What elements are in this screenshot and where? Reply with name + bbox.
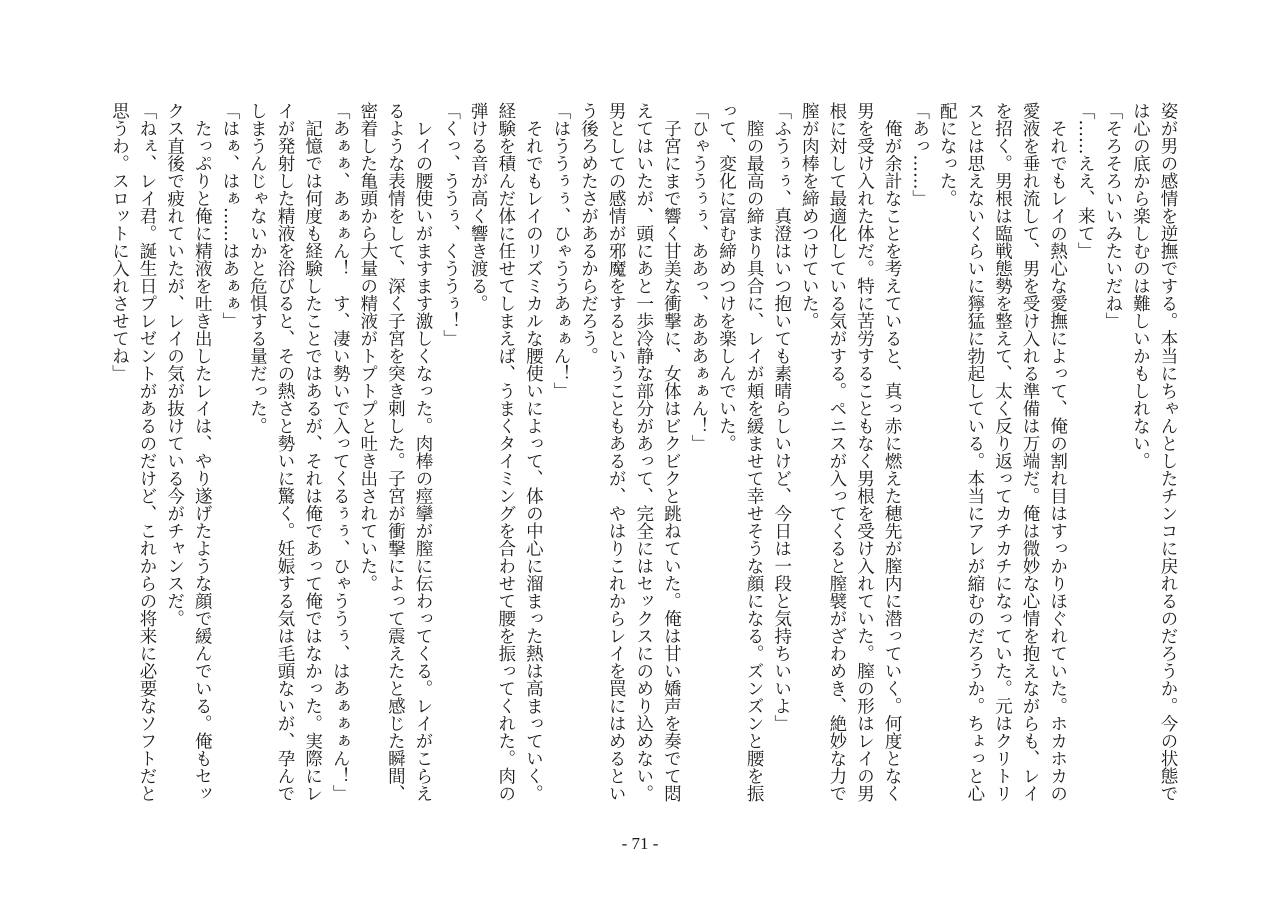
text-line: 思うわ。スロットに入れさせてね」	[109, 102, 130, 382]
text-line: それでもレイのリズミカルな腰使いによって、体の中心に溜まった熱は高まっていく。	[523, 102, 544, 802]
text-line: 経験を積んだ体に任せてしまえば、うまくタイミングを合わせて腰を振ってくれた。肉の	[495, 102, 516, 802]
text-line: 「あっ……」	[909, 102, 930, 207]
text-line: 「くっ、ううぅ、くううぅ！」	[440, 102, 461, 347]
text-line: しまうんじゃないかと危惧する量だった。	[247, 102, 268, 435]
text-line: 根に対して最適化している気がする。ペニスが入ってくると膣襞がざわめき、絶妙な力で	[826, 102, 847, 802]
text-line: 子宮にまで響く甘美な衝撃に、女体はビクビクと跳ねていた。俺は甘い嬌声を奏でて悶	[661, 102, 682, 802]
text-line: えてはいたが、頭にあと一歩冷静な部分があって、完全にはセックスにのめり込めない。	[633, 102, 654, 802]
text-line: たっぷりと俺に精液を吐き出したレイは、やり遂げたような顔で緩んでいる。俺もセッ	[192, 102, 213, 802]
vertical-text-body	[105, 102, 1181, 822]
text-line: 男としての感情が邪魔をするということもあるが、やはりこれからレイを罠にはめるとい	[606, 102, 627, 802]
page-number: - 71 -	[621, 834, 659, 853]
text-line: って、変化に富む締めつけを楽しんでいた。	[716, 102, 737, 452]
text-line: 「……ええ、来て」	[1075, 102, 1096, 260]
text-line: 「あぁぁ、あぁぁん！ す、凄い勢いで入ってくるぅぅ、ひゃううぅ、はあぁぁぁん！」	[330, 102, 351, 802]
text-line: クス直後で疲れていたが、レイの気が抜けている今がチャンスだ。	[164, 102, 185, 627]
text-line: スとは思えないくらいに獰猛に勃起している。本当にアレが縮むのだろうか。ちょっと心	[964, 102, 985, 802]
text-line: 姿が男の感情を逆撫でする。本当にちゃんとしたチンコに戻れるのだろうか。今の状態で	[1158, 102, 1178, 802]
text-line: レイの腰使いがますます激しくなった。肉棒の痙攣が膣に伝わってくる。レイがこらえ	[412, 102, 433, 802]
text-line: 「ひゃううぅぅ、ああっ、あああぁぁん！」	[688, 102, 709, 452]
text-line: を招く。男根は臨戦態勢を整えて、太く反り返ってカチカチになっていた。元はクリトリ	[992, 102, 1013, 802]
text-line: 「はううぅぅ、ひゃううあぁぁん！」	[550, 102, 571, 400]
text-line: う後ろめたさがあるからだろう。	[578, 102, 599, 365]
text-line: イが発射した精液を浴びると、その熱さと勢いに驚く。妊娠する気は毛頭ないが、孕んで	[275, 102, 295, 802]
text-line: は心の底から楽しむのは難しいかもしれない。	[1130, 102, 1151, 470]
text-line: 俺が余計なことを考えていると、真っ赤に燃えた穂先が膣内に潜っていく。何度となく	[882, 102, 903, 802]
text-line: 「ねぇ、レイ君。誕生日プレゼントがあるのだけど、これからの将来に必要なソフトだと	[137, 102, 158, 802]
text-line: 「ふうぅぅ、真澄はいつ抱いても素晴らしいけど、今日は一段と気持ちいいよ」	[771, 102, 792, 732]
text-line: るような表情をして、深く子宮を突き刺した。子宮が衝撃によって震えたと感じた瞬間、	[385, 102, 406, 802]
text-line: 男を受け入れた体だ。特に苦労することもなく男根を受け入れていた。膣の形はレイの男	[854, 102, 875, 802]
text-line: 記憶では何度も経験したことではあるが、それは俺であって俺ではなかった。実際にレ	[302, 102, 323, 802]
text-line: 愛液を垂れ流して、男を受け入れる準備は万端だ。俺は微妙な心情を抱えながらも、レイ	[1020, 102, 1041, 802]
text-line: 「そろそろいいみたいだね」	[1102, 102, 1123, 330]
text-line: 膣の最高の締まり具合に、レイが頬を緩ませて幸せそうな顔になる。ズンズンと腰を振	[744, 102, 765, 802]
text-line: 弾ける音が高く響き渡る。	[468, 102, 489, 312]
text-line: 「はぁ、はぁ……はあぁぁ」	[219, 102, 240, 330]
text-line: それでもレイの熱心な愛撫によって、俺の割れ目はすっかりほぐれていた。ホカホカの	[1047, 102, 1068, 802]
text-line: 配になった。	[937, 102, 958, 207]
text-line: 膣が肉棒を締めつけていた。	[799, 102, 820, 330]
text-line: 密着した亀頭から大量の精液がトプトプと吐き出されていた。	[357, 102, 378, 592]
